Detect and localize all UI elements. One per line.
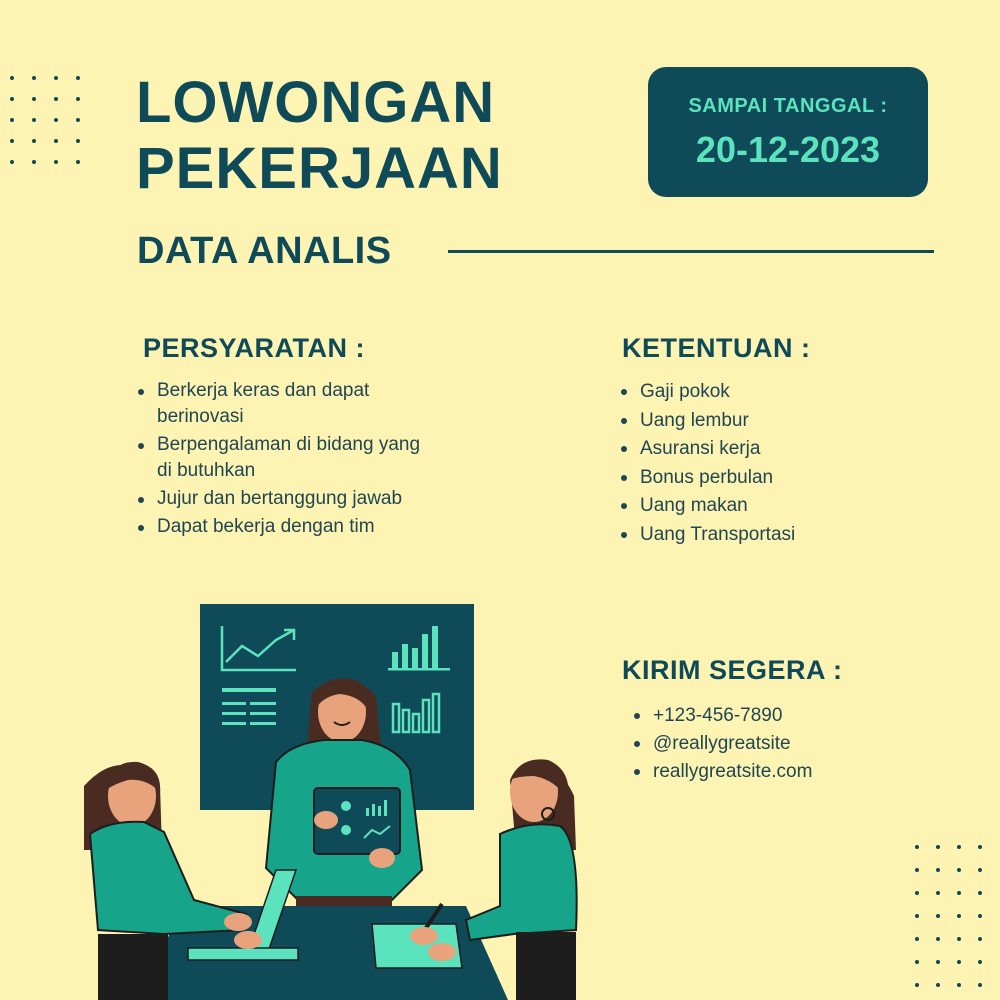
dot [978,868,982,872]
dot [936,891,940,895]
dot [978,937,982,941]
dot [54,97,58,101]
contact-heading: KIRIM SEGERA : [622,655,843,685]
dot [957,914,961,918]
list-item: Gaji pokok [620,378,870,407]
dot [10,118,14,122]
list-item: Uang makan [620,492,870,521]
dot [915,891,919,895]
list-item: Berpengalaman di bidang yang di butuhkan [137,432,427,484]
dot [10,160,14,164]
dot [10,76,14,80]
deadline-date: 20-12-2023 [695,129,881,170]
title-line-2: PEKERJAAN [136,136,503,201]
dot [978,891,982,895]
dot-pattern-bottom-right [915,845,982,1000]
dot [32,139,36,143]
list-item: Berkerja keras dan dapat berinovasi [137,378,427,430]
dot [54,76,58,80]
requirements-list [137,378,427,542]
dot [978,914,982,918]
dot [915,914,919,918]
dot [936,960,940,964]
divider-line [448,250,934,253]
job-position: DATA ANALIS [137,230,392,272]
list-item: Uang Transportasi [620,521,870,550]
deadline-box [648,67,928,197]
team-meeting-illustration [70,600,590,1000]
dot [957,960,961,964]
benefits-heading: KETENTUAN : [622,333,811,363]
deadline-label: SAMPAI TANGGAL : [688,95,888,117]
dot [32,97,36,101]
dot [54,118,58,122]
poster-title [136,70,503,202]
dot [54,139,58,143]
dot [936,845,940,849]
social-handle: @reallygreatsite [633,730,893,758]
dot [957,845,961,849]
contact-list [633,702,893,786]
dot [915,937,919,941]
dot [936,937,940,941]
list-item: Asuransi kerja [620,435,870,464]
dot [957,868,961,872]
dot [915,960,919,964]
dot [936,983,940,987]
dot [76,97,80,101]
dot [978,845,982,849]
dot [936,868,940,872]
dot [957,983,961,987]
dot [76,118,80,122]
phone-number: +123-456-7890 [633,702,893,730]
website: reallygreatsite.com [633,758,893,786]
dot [32,118,36,122]
dot-pattern-top-left [10,76,80,164]
dot [957,937,961,941]
dot [32,160,36,164]
list-item: Uang lembur [620,407,870,436]
dot [54,160,58,164]
dot [915,868,919,872]
dot [915,845,919,849]
dot [76,139,80,143]
list-item: Dapat bekerja dengan tim [137,514,427,540]
dot [10,139,14,143]
title-line-1: LOWONGAN [136,70,496,135]
requirements-heading: PERSYARATAN : [143,333,366,363]
dot [10,97,14,101]
dot [76,76,80,80]
dot [76,160,80,164]
list-item: Jujur dan bertanggung jawab [137,486,427,512]
list-item: Bonus perbulan [620,464,870,493]
dot [978,960,982,964]
dot [978,983,982,987]
dot [32,76,36,80]
dot [936,914,940,918]
benefits-list [620,378,870,549]
dot [957,891,961,895]
dot [915,983,919,987]
